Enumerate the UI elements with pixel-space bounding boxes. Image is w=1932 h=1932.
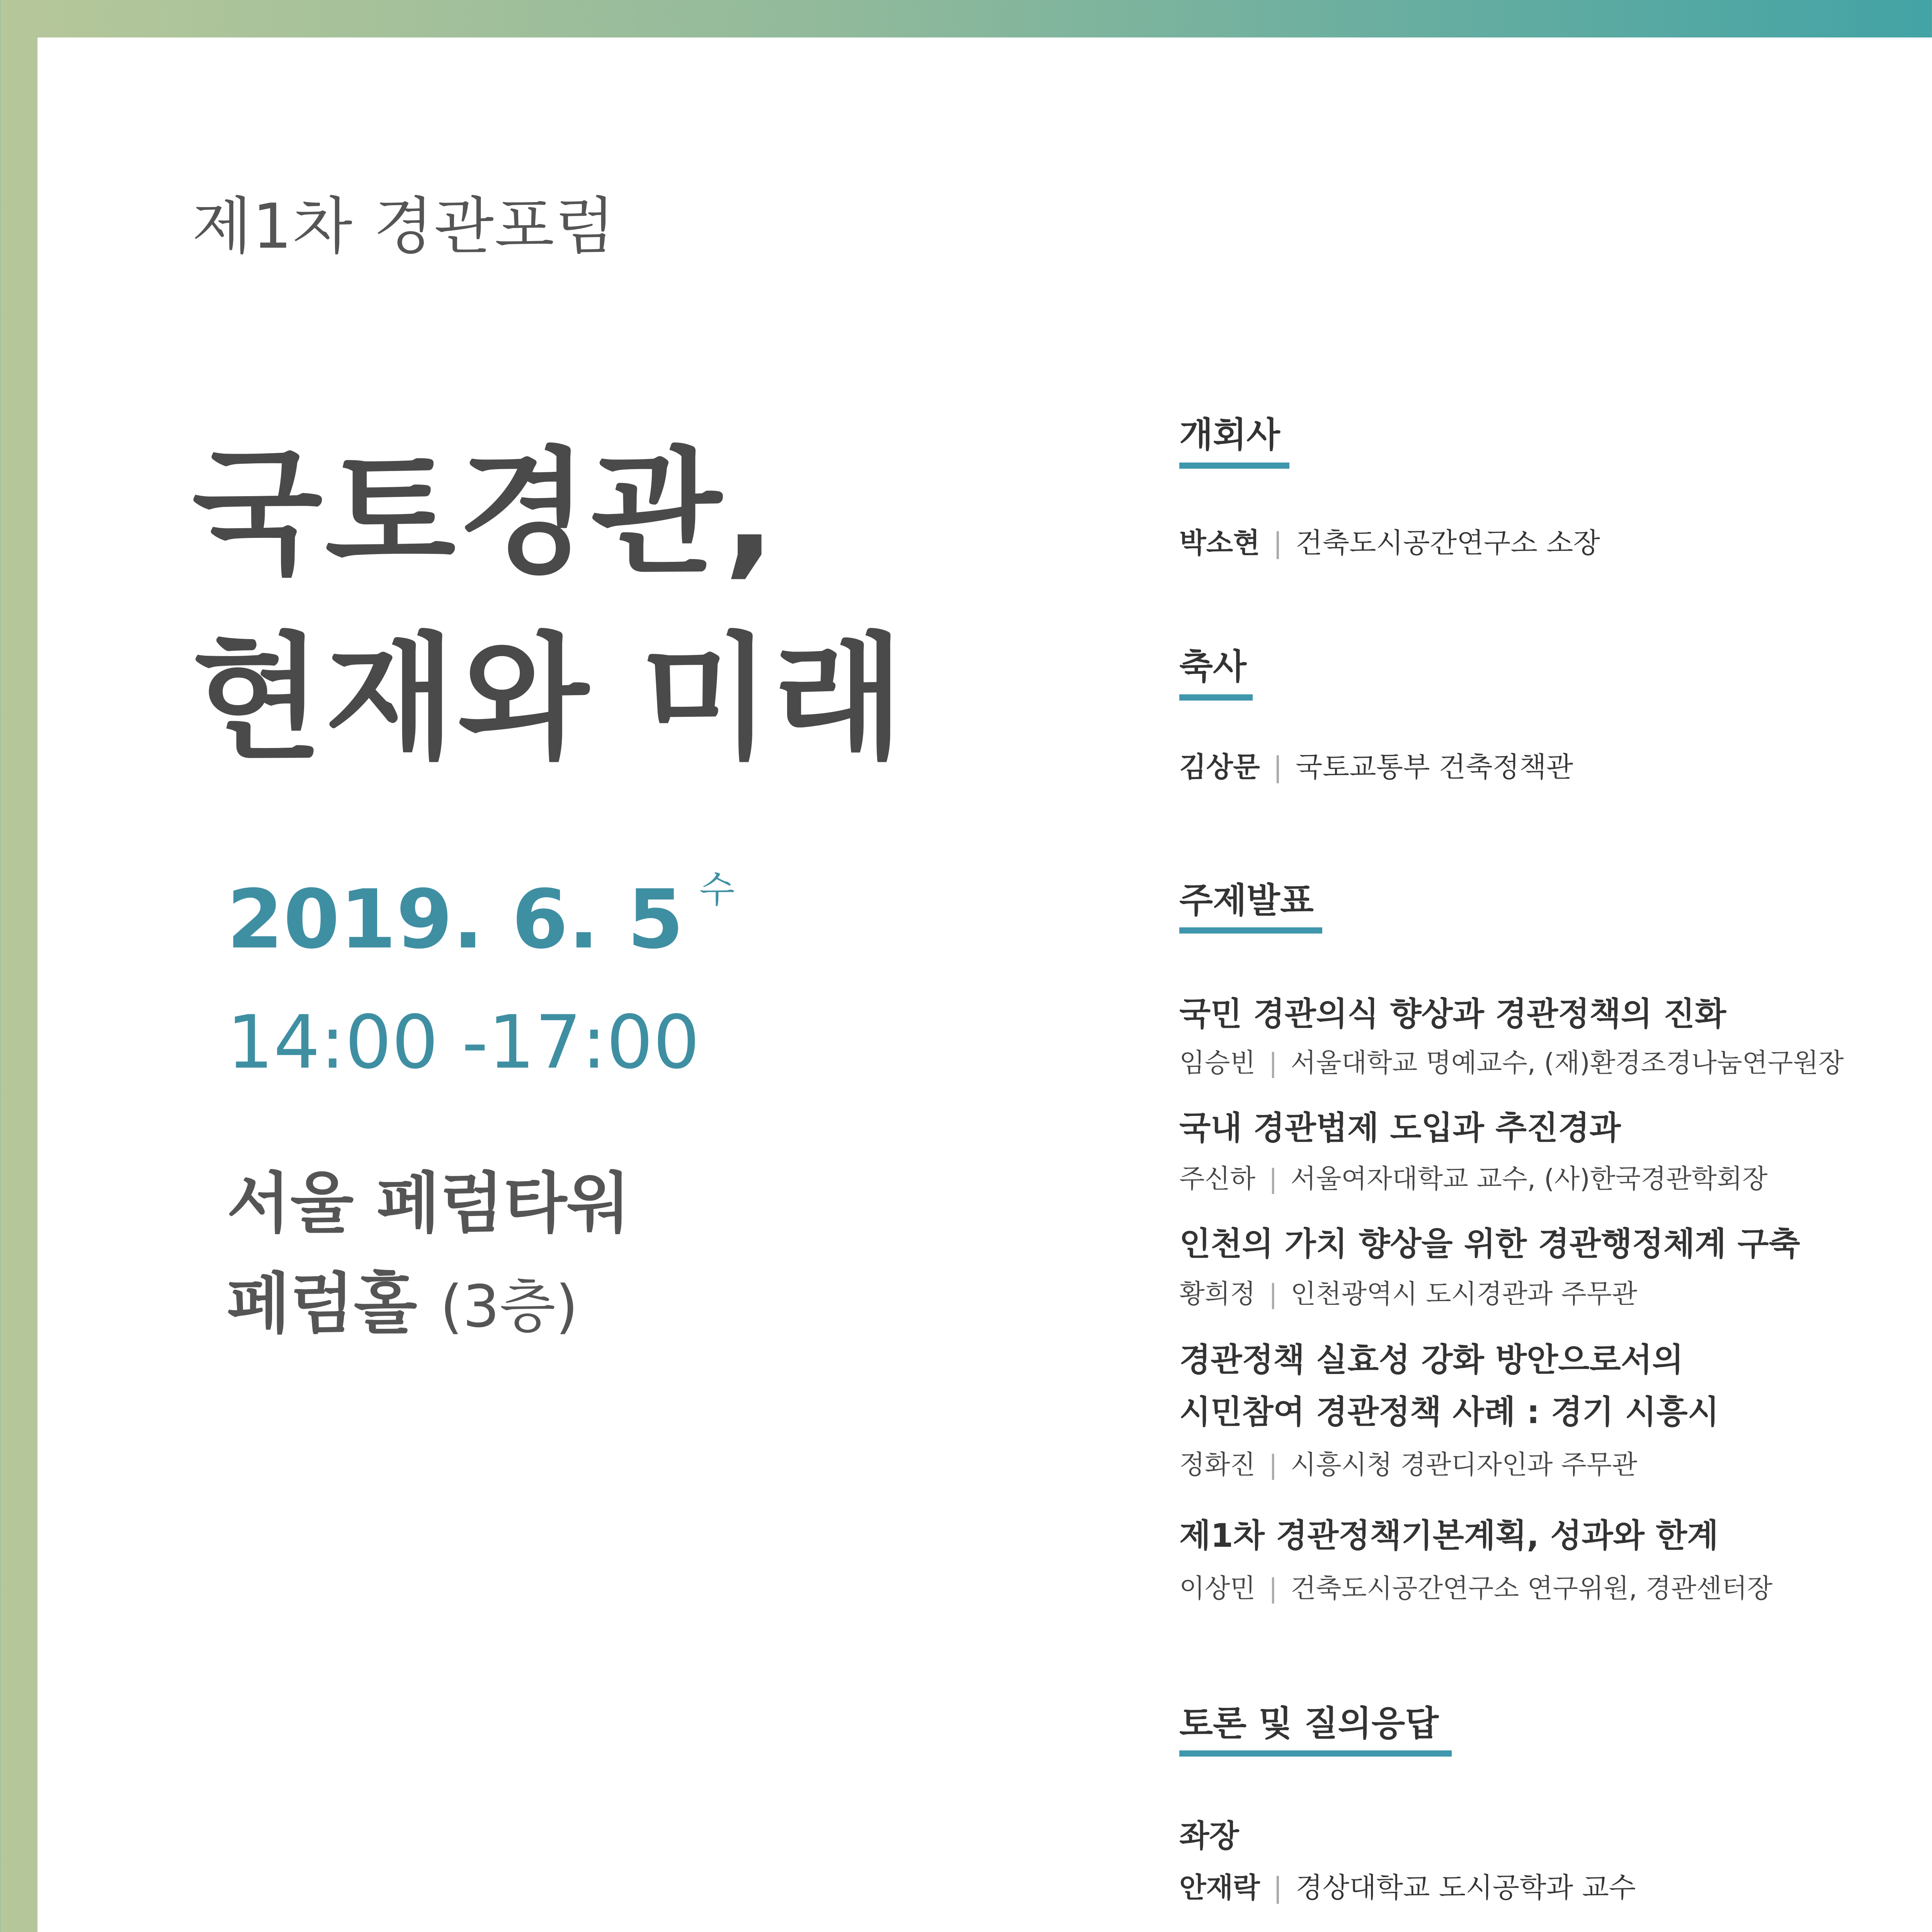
congrats-heading: 축사 <box>1179 646 1247 687</box>
chair-heading: 좌장 <box>1179 1818 1239 1854</box>
talk-2-title: 국내 경관법제 도입과 추진경과 <box>1179 1109 1621 1147</box>
talk-speaker: 주신하 <box>1179 1164 1256 1194</box>
talk-affiliation: 인천광역시 도시경관과 주무관 <box>1291 1279 1638 1310</box>
talk-speaker: 황희정 <box>1179 1279 1256 1310</box>
venue-building: 서울 페럼타워 <box>227 1165 631 1242</box>
opening-name: 박소현 <box>1179 527 1260 559</box>
discussion-heading: 토론 및 질의응답 <box>1179 1703 1439 1744</box>
poster <box>37 37 1932 1932</box>
talk-4-title: 경관정책 실효성 강화 방안으로서의 <box>1179 1341 1684 1379</box>
congrats-name: 김상문 <box>1179 751 1260 783</box>
chair-name: 안재락 <box>1179 1871 1260 1904</box>
talk-1-title: 국민 경관의식 향상과 경관정책의 진화 <box>1179 995 1726 1033</box>
talk-speaker: 정화진 <box>1179 1450 1256 1480</box>
talk-affiliation: 건축도시공간연구소 연구위원, 경관센터장 <box>1291 1573 1773 1604</box>
weekday: 수 <box>699 869 735 911</box>
talk-speaker: 이상민 <box>1179 1573 1256 1604</box>
divider: | <box>1273 1871 1282 1904</box>
forum-label: 제1차 경관포럼 <box>192 190 616 262</box>
divider: | <box>1269 1164 1277 1194</box>
landscape-illustration <box>37 37 1932 1932</box>
date-text: 2019. 6. 5 <box>227 872 684 967</box>
talk-5-title: 제1차 경관정책기본계획, 성과와 한계 <box>1179 1517 1719 1554</box>
presentations-heading: 주제발표 <box>1179 880 1314 921</box>
congrats-role: 국토교통부 건축정책관 <box>1295 751 1573 783</box>
divider: | <box>1273 751 1282 783</box>
chair-role: 경상대학교 도시공학과 교수 <box>1295 1871 1636 1904</box>
divider: | <box>1269 1450 1277 1480</box>
talk-3-title: 인천의 가치 향상을 위한 경관행정체계 구축 <box>1179 1225 1800 1263</box>
opening-role: 건축도시공간연구소 소장 <box>1295 527 1600 559</box>
divider: | <box>1273 527 1282 559</box>
venue-floor: (3층) <box>440 1273 578 1340</box>
talk-affiliation: 시흥시청 경관디자인과 주무관 <box>1291 1450 1638 1480</box>
opening-heading: 개회사 <box>1179 415 1280 455</box>
main-title-line2: 현재와 미래 <box>192 620 906 777</box>
talk-affiliation: 서울대학교 명예교수, (재)환경조경나눔연구원장 <box>1291 1048 1844 1078</box>
divider: | <box>1269 1279 1277 1310</box>
talk-4-title-line2: 시민참여 경관정책 사례 : 경기 시흥시 <box>1179 1393 1719 1431</box>
venue-hall-name: 페럼홀 <box>227 1266 417 1342</box>
talk-affiliation: 서울여자대학교 교수, (사)한국경관학회장 <box>1291 1164 1768 1194</box>
divider: | <box>1269 1048 1277 1078</box>
talk-speaker: 임승빈 <box>1179 1048 1256 1078</box>
main-title-line1: 국토경관, <box>192 434 778 592</box>
event-time: 14:00 -17:00 <box>227 1000 700 1085</box>
divider: | <box>1269 1573 1277 1604</box>
